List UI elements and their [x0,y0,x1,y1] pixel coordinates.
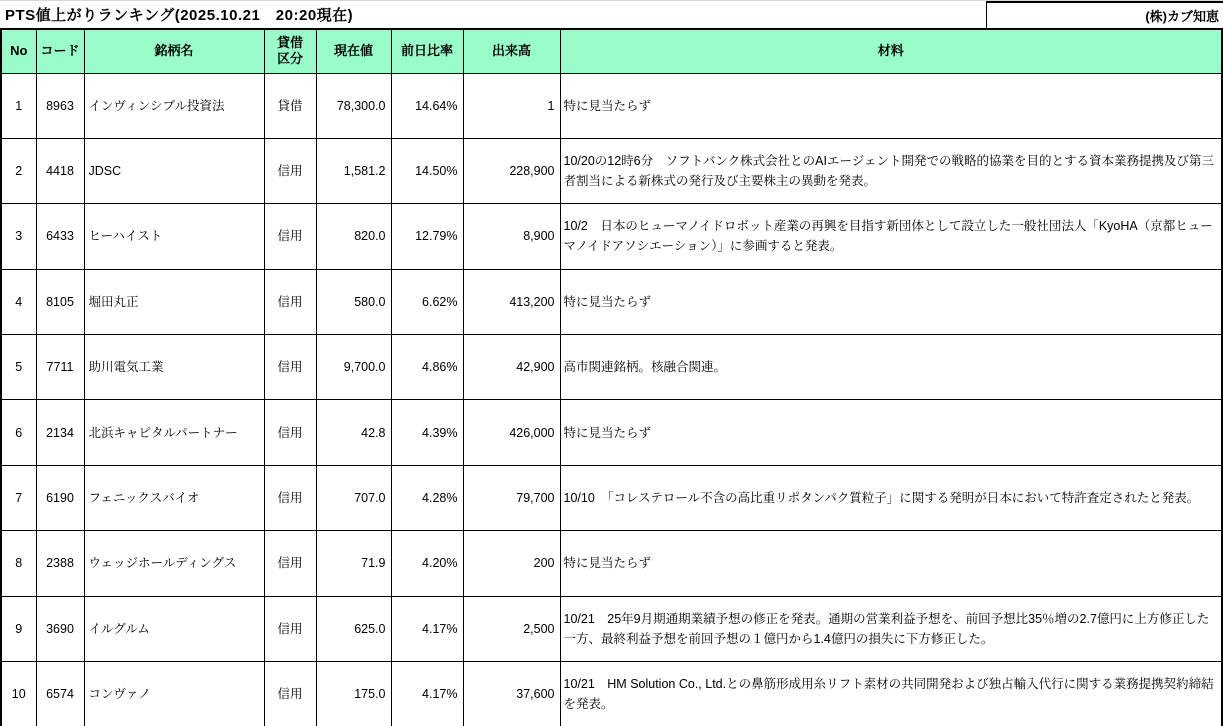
cell-code: 2134 [36,400,84,465]
cell-change: 14.50% [391,138,463,203]
header-name: 銘柄名 [84,29,264,73]
cell-price: 1,581.2 [316,138,391,203]
cell-code: 8963 [36,73,84,138]
page-title: PTS値上がりランキング(2025.10.21 20:20現在) [5,7,354,24]
cell-change: 14.64% [391,73,463,138]
cell-material: 特に見当たらず [560,531,1222,596]
cell-material: 10/10 「コレステロール不含の高比重リポタンパク質粒子」に関する発明が日本において特許査定されたと発表。 [560,465,1222,530]
title-bar [0,0,1223,28]
header-volume: 出来高 [463,29,560,73]
cell-no: 3 [1,204,36,269]
cell-no: 8 [1,531,36,596]
cell-code: 6190 [36,465,84,530]
cell-no: 4 [1,269,36,334]
cell-price: 707.0 [316,465,391,530]
cell-change: 12.79% [391,204,463,269]
cell-name: 堀田丸正 [84,269,264,334]
header-no: No [1,29,36,73]
cell-no: 1 [1,73,36,138]
cell-name: インヴィンシブル投資法 [84,73,264,138]
cell-change: 4.20% [391,531,463,596]
cell-material: 10/2 日本のヒューマノイドロボット産業の再興を目指す新団体として設立した一般社団法人「KyoHA（京都ヒューマノイドアソシエーション）」に参画すると発表。 [560,204,1222,269]
cell-material: 10/21 HM Solution Co., Ltd.との鼻筋形成用糸リフト素材の共同開発および独占輸入代行に関する業務提携契約締結を発表。 [560,662,1222,726]
cell-change: 4.17% [391,662,463,726]
cell-price: 625.0 [316,596,391,661]
cell-change: 4.17% [391,596,463,661]
cell-material: 特に見当たらず [560,269,1222,334]
cell-code: 7711 [36,335,84,400]
header-code: コード [36,29,84,73]
cell-name: ヒーハイスト [84,204,264,269]
cell-margin: 信用 [264,531,316,596]
cell-margin: 信用 [264,335,316,400]
cell-name: 助川電気工業 [84,335,264,400]
title-gridline-top [986,1,1223,3]
cell-volume: 200 [463,531,560,596]
cell-price: 78,300.0 [316,73,391,138]
cell-no: 6 [1,400,36,465]
cell-code: 4418 [36,138,84,203]
cell-no: 10 [1,662,36,726]
table-row [1,138,1222,203]
cell-volume: 1 [463,73,560,138]
cell-margin: 信用 [264,662,316,726]
cell-price: 820.0 [316,204,391,269]
cell-name: コンヴァノ [84,662,264,726]
cell-material: 特に見当たらず [560,400,1222,465]
header-margin-category [264,29,316,73]
cell-change: 4.86% [391,335,463,400]
cell-code: 6574 [36,662,84,726]
cell-volume: 8,900 [463,204,560,269]
title-gridline-vertical [986,1,987,29]
cell-no: 2 [1,138,36,203]
cell-volume: 37,600 [463,662,560,726]
header-material: 材料 [560,29,1222,73]
table-row [1,335,1222,400]
table-row [1,531,1222,596]
cell-code: 8105 [36,269,84,334]
cell-price: 580.0 [316,269,391,334]
cell-price: 9,700.0 [316,335,391,400]
cell-price: 175.0 [316,662,391,726]
cell-volume: 79,700 [463,465,560,530]
cell-name: フェニックスバイオ [84,465,264,530]
cell-name: JDSC [84,138,264,203]
cell-margin: 信用 [264,465,316,530]
header-current-price: 現在値 [316,29,391,73]
cell-name: イルグルム [84,596,264,661]
cell-volume: 2,500 [463,596,560,661]
cell-code: 3690 [36,596,84,661]
table-row [1,204,1222,269]
cell-material: 高市関連銘柄。核融合関連。 [560,335,1222,400]
table-row [1,662,1222,726]
cell-volume: 413,200 [463,269,560,334]
table-row [1,269,1222,334]
header-margin-line2: 区分 [276,51,303,67]
source-company-label: (株)カブ知恵 [1145,9,1219,24]
cell-change: 4.39% [391,400,463,465]
cell-margin: 信用 [264,269,316,334]
ranking-table [0,28,1223,726]
cell-price: 71.9 [316,531,391,596]
cell-no: 7 [1,465,36,530]
table-row [1,465,1222,530]
cell-code: 6433 [36,204,84,269]
cell-price: 42.8 [316,400,391,465]
cell-no: 5 [1,335,36,400]
cell-margin: 信用 [264,138,316,203]
cell-volume: 42,900 [463,335,560,400]
cell-code: 2388 [36,531,84,596]
table-header-row [1,29,1222,73]
cell-change: 4.28% [391,465,463,530]
table-row [1,596,1222,661]
table-row [1,73,1222,138]
cell-material: 特に見当たらず [560,73,1222,138]
cell-material: 10/21 25年9月期通期業績予想の修正を発表。通期の営業利益予想を、前回予想比35％増の2.7億円に上方修正した一方、最終利益予想を前回予想の１億円から1.4億円の損失に下方修正した。 [560,596,1222,661]
cell-no: 9 [1,596,36,661]
cell-margin: 信用 [264,400,316,465]
cell-name: 北浜キャピタルパートナー [84,400,264,465]
table-row [1,400,1222,465]
cell-volume: 426,000 [463,400,560,465]
header-day-change: 前日比率 [391,29,463,73]
cell-margin: 信用 [264,596,316,661]
cell-margin: 貸借 [264,73,316,138]
cell-change: 6.62% [391,269,463,334]
cell-name: ウェッジホールディングス [84,531,264,596]
cell-material: 10/20の12時6分 ソフトバンク株式会社とのAIエージェント開発での戦略的協業を目的とする資本業務提携及び第三者割当による新株式の発行及び主要株主の異動を発表。 [560,138,1222,203]
cell-volume: 228,900 [463,138,560,203]
cell-margin: 信用 [264,204,316,269]
header-margin-line1: 貸借 [276,35,303,50]
